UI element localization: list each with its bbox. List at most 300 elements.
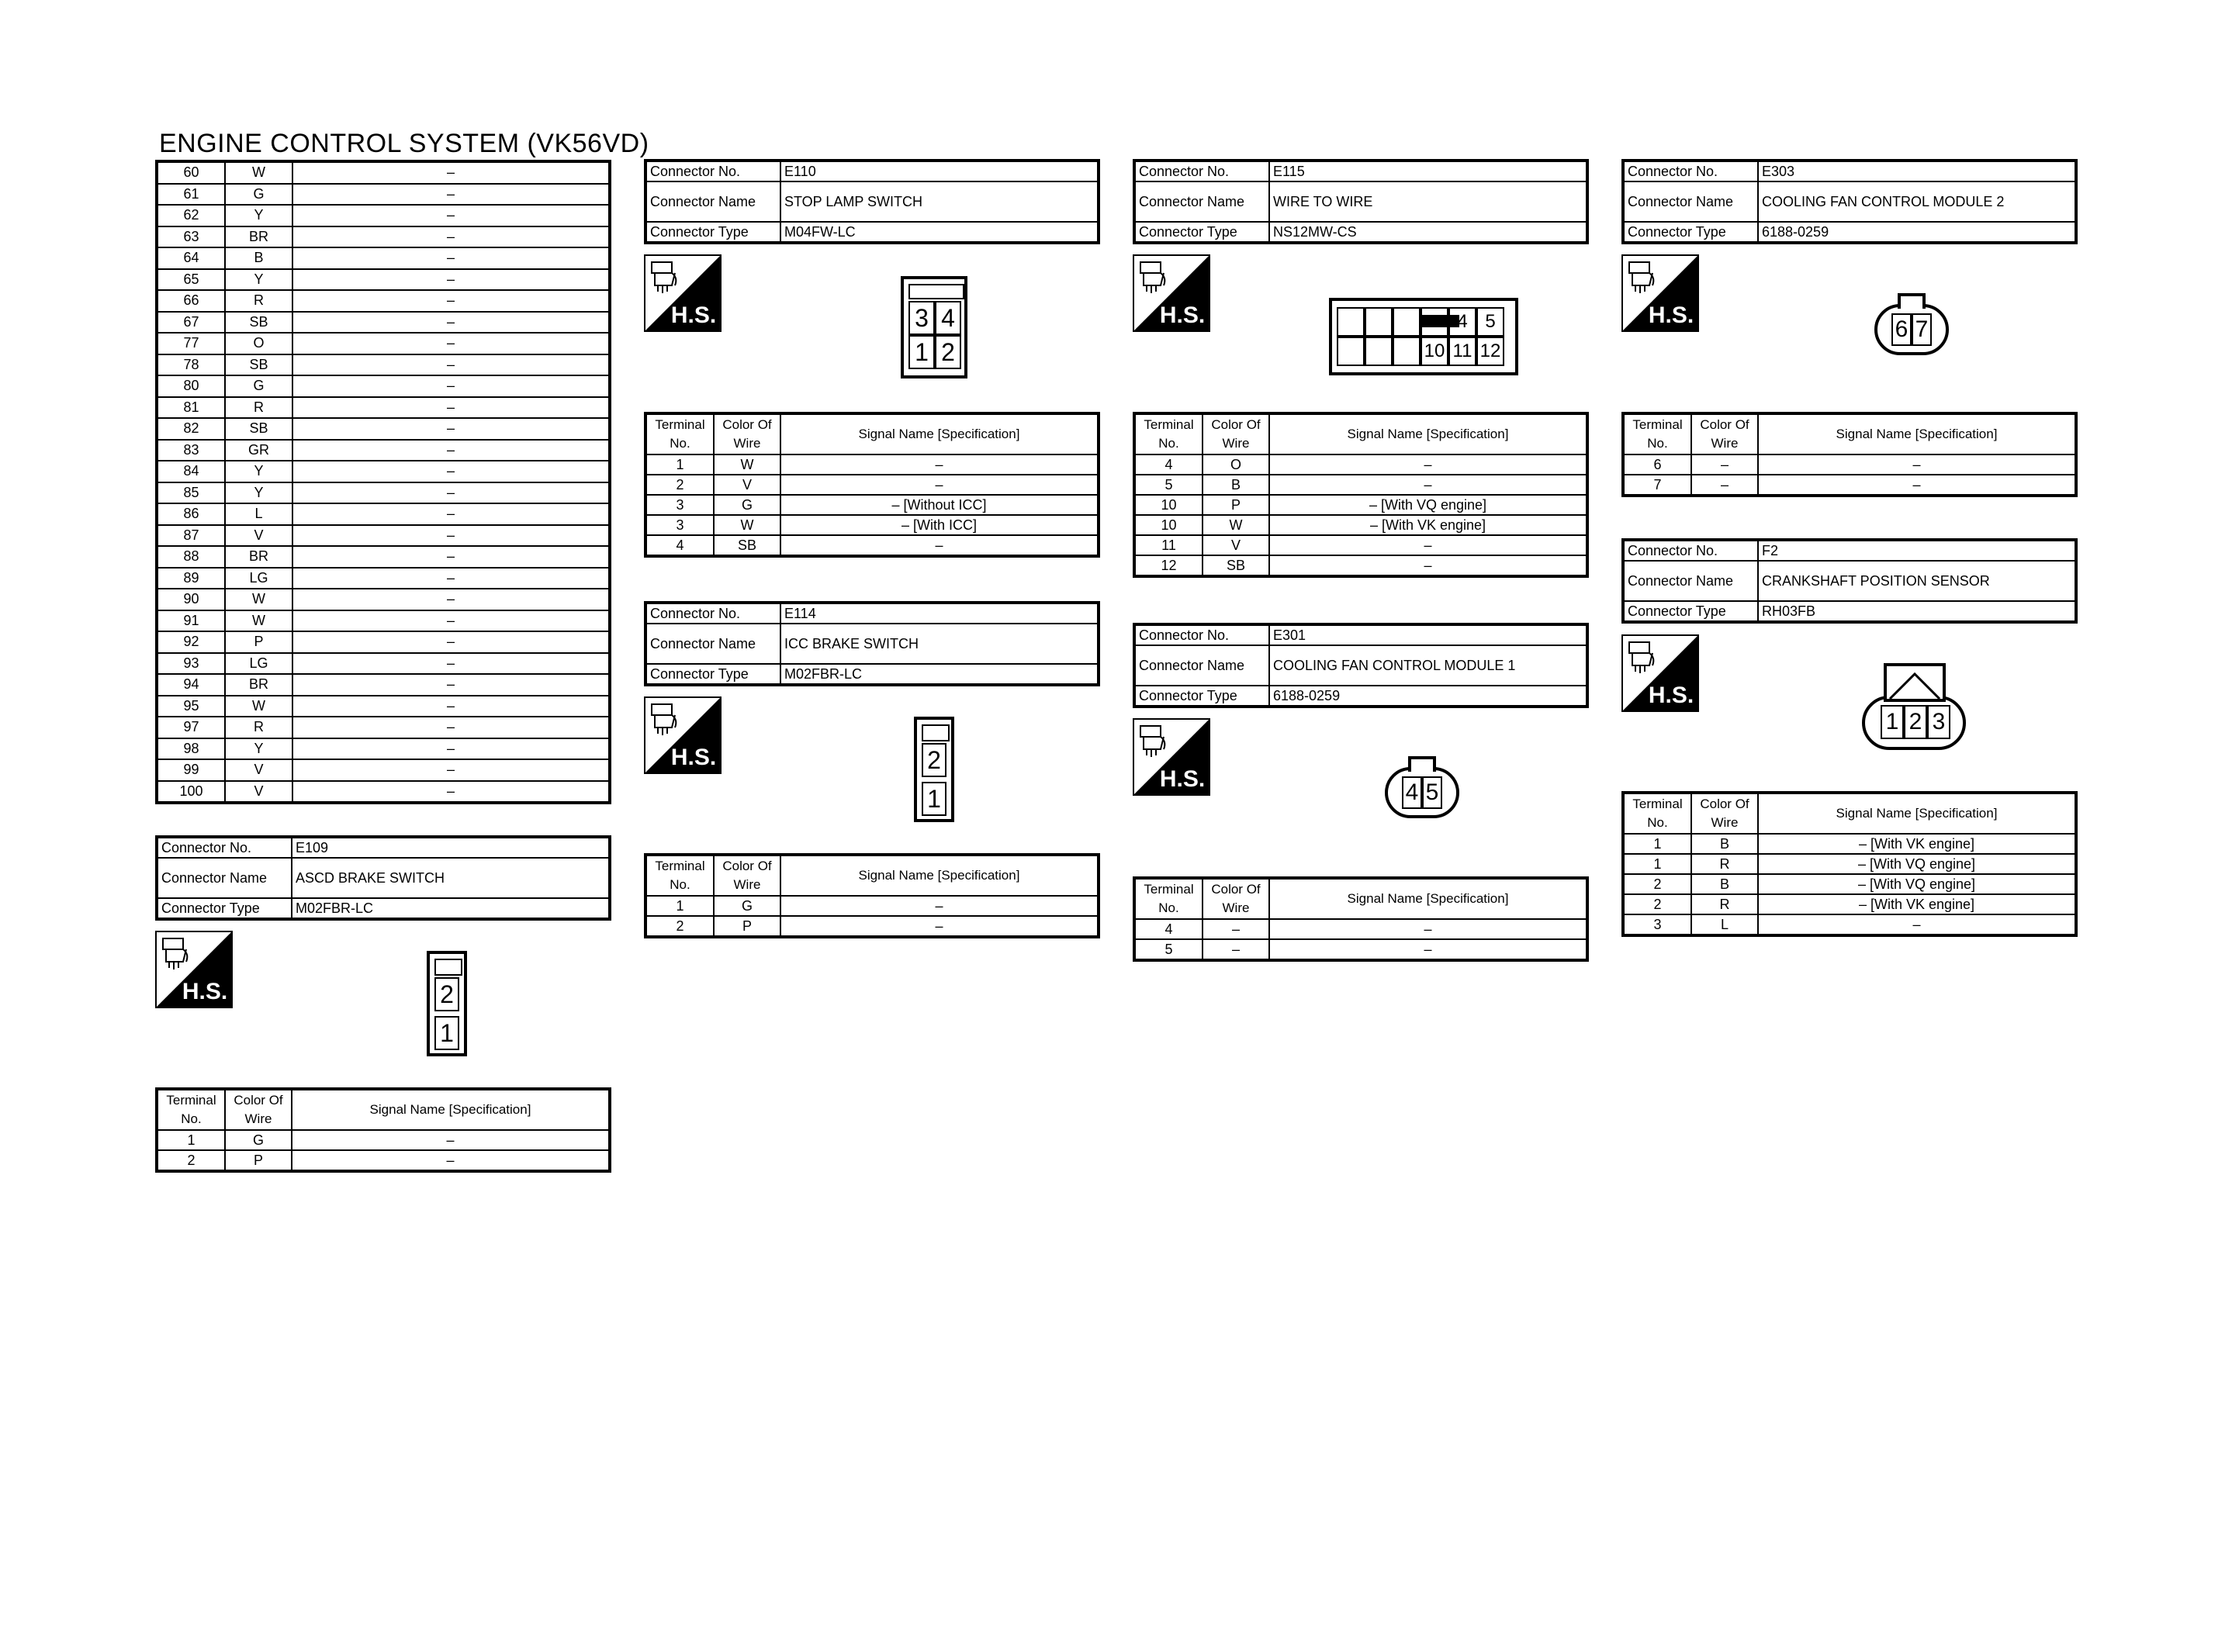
hs-label: H.S. — [182, 979, 228, 1004]
connector-info-e109 — [155, 835, 611, 921]
table-row — [157, 738, 610, 760]
terminal-table-e301 — [1133, 876, 1589, 962]
connector-latch — [434, 959, 462, 976]
table-row — [157, 290, 610, 312]
wire-color: B — [1691, 834, 1758, 854]
connector-name-label: Connector Name — [157, 858, 292, 898]
table-row — [157, 312, 610, 334]
signal-name: – [With VQ engine] — [1269, 495, 1587, 515]
connector-name-label: Connector Name — [1134, 645, 1269, 686]
terminal-number: 88 — [157, 546, 225, 568]
wire-color: G — [714, 896, 780, 916]
signal-name-header: Signal Name [Specification] — [780, 413, 1099, 454]
table-row — [1134, 475, 1587, 495]
terminal-number: 87 — [157, 525, 225, 547]
table-header-row — [1134, 878, 1587, 919]
connector-pin: 4 — [1402, 776, 1422, 809]
terminal-number: 100 — [157, 781, 225, 804]
terminal-number: 99 — [157, 759, 225, 781]
table-row — [1623, 914, 2076, 935]
table-header-row — [1623, 793, 2076, 834]
terminal-number: 12 — [1134, 555, 1203, 576]
terminal-no-header: Terminal No. — [1134, 413, 1203, 454]
harness-side-icon — [644, 254, 722, 332]
connector-face-e114 — [914, 717, 954, 822]
terminal-number: 7 — [1623, 475, 1691, 496]
signal-name: – — [292, 696, 610, 717]
wire-color: G — [714, 495, 780, 515]
connector-face-e115 — [1329, 298, 1518, 375]
hs-label: H.S. — [670, 745, 717, 770]
table-row — [645, 161, 1099, 181]
hs-label: H.S. — [1648, 683, 1694, 708]
connector-type-label: Connector Type — [645, 222, 780, 243]
signal-name: – — [292, 759, 610, 781]
table-row — [645, 515, 1099, 535]
table-row — [157, 1150, 610, 1171]
terminal-number: 83 — [157, 440, 225, 461]
connector-number-label: Connector No. — [1134, 161, 1269, 181]
connector-name-value: COOLING FAN CONTROL MODULE 2 — [1758, 181, 2076, 222]
wire-color: – — [1203, 939, 1269, 960]
table-row — [1134, 919, 1587, 939]
terminal-number: 2 — [645, 475, 714, 495]
connector-name-value: CRANKSHAFT POSITION SENSOR — [1758, 561, 2076, 601]
connector-pin: 1 — [1881, 705, 1904, 739]
signal-name: – — [780, 896, 1099, 916]
signal-name: – — [292, 269, 610, 291]
terminal-number: 61 — [157, 184, 225, 206]
table-row — [645, 896, 1099, 916]
terminal-number: 92 — [157, 631, 225, 653]
wire-color: B — [1203, 475, 1269, 495]
wire-color: V — [225, 759, 292, 781]
table-header-row — [1134, 413, 1587, 454]
connector-pin: 1 — [922, 782, 946, 816]
table-row — [1623, 894, 2076, 914]
wire-color: BR — [225, 674, 292, 696]
connector-face-f2 — [1862, 663, 1967, 752]
terminal-number: 6 — [1623, 454, 1691, 475]
wire-color-header: Color Of Wire — [1691, 793, 1758, 834]
connector-type-value: NS12MW-CS — [1269, 222, 1587, 243]
signal-name: – — [292, 653, 610, 675]
connector-pin: 2 — [935, 335, 961, 369]
connector-name-label: Connector Name — [1134, 181, 1269, 222]
table-row — [157, 696, 610, 717]
table-row — [157, 589, 610, 610]
connector-name-label: Connector Name — [645, 624, 780, 664]
connector-type-label: Connector Type — [157, 898, 292, 919]
table-row — [1134, 161, 1587, 181]
table-row — [157, 184, 610, 206]
connector-number-label: Connector No. — [157, 837, 292, 858]
signal-name-header: Signal Name [Specification] — [1758, 793, 2076, 834]
wire-color: V — [225, 781, 292, 804]
table-row — [157, 269, 610, 291]
connector-type-value: M02FBR-LC — [780, 664, 1099, 685]
table-row — [157, 418, 610, 440]
connector-name-label: Connector Name — [645, 181, 780, 222]
signal-name: – — [292, 226, 610, 248]
terminal-no-header: Terminal No. — [645, 855, 714, 896]
terminal-number: 84 — [157, 461, 225, 482]
wire-color: LG — [225, 568, 292, 589]
terminal-number: 82 — [157, 418, 225, 440]
wire-color: R — [225, 717, 292, 738]
terminal-number: 80 — [157, 375, 225, 397]
signal-name: – [Without ICC] — [780, 495, 1099, 515]
signal-name: – — [780, 916, 1099, 937]
table-row — [157, 631, 610, 653]
connector-cavity — [1393, 337, 1421, 366]
connector-pin: 12 — [1476, 337, 1504, 366]
signal-name: – — [1269, 475, 1587, 495]
terminal-table-e109 — [155, 1087, 611, 1173]
table-row — [1623, 222, 2076, 243]
table-row — [1623, 601, 2076, 622]
signal-name: – [With VQ engine] — [1758, 874, 2076, 894]
table-row — [157, 461, 610, 482]
connector-pin: 1 — [434, 1016, 459, 1050]
table-row — [1134, 515, 1587, 535]
table-row — [157, 759, 610, 781]
wire-color: P — [225, 1150, 292, 1171]
connector-pin: 3 — [1927, 705, 1950, 739]
signal-name: – — [292, 418, 610, 440]
terminal-number: 64 — [157, 247, 225, 269]
signal-name: – — [292, 184, 610, 206]
connector-info-e301 — [1133, 623, 1589, 708]
terminal-no-header: Terminal No. — [645, 413, 714, 454]
signal-name: – — [292, 717, 610, 738]
connector-number-value: E114 — [780, 603, 1099, 624]
wire-color: R — [1691, 894, 1758, 914]
wire-color: P — [714, 916, 780, 937]
terminal-number: 2 — [645, 916, 714, 937]
connector-pin: 10 — [1421, 337, 1448, 366]
connector-name-value: ASCD BRAKE SWITCH — [292, 858, 610, 898]
terminal-number: 3 — [1623, 914, 1691, 935]
signal-name: – — [292, 397, 610, 419]
terminal-number: 4 — [1134, 454, 1203, 475]
table-row — [157, 440, 610, 461]
signal-name: – — [292, 161, 610, 184]
wire-color: W — [714, 515, 780, 535]
wire-color-header: Color Of Wire — [1203, 878, 1269, 919]
wire-color: W — [714, 454, 780, 475]
signal-name: – [With ICC] — [780, 515, 1099, 535]
signal-name: – — [292, 503, 610, 525]
connector-cavity — [1365, 337, 1393, 366]
connector-pin: 2 — [1904, 705, 1927, 739]
wire-color: W — [225, 696, 292, 717]
wire-color: SB — [1203, 555, 1269, 576]
wire-color: – — [1691, 475, 1758, 496]
connector-number-value: E303 — [1758, 161, 2076, 181]
terminal-table-e115 — [1133, 412, 1589, 578]
table-row — [157, 837, 610, 858]
table-row — [1623, 854, 2076, 874]
terminal-number: 67 — [157, 312, 225, 334]
table-row — [1623, 161, 2076, 181]
signal-name: – — [292, 781, 610, 804]
table-row — [157, 653, 610, 675]
terminal-number: 93 — [157, 653, 225, 675]
connector-pin: 2 — [434, 977, 459, 1011]
table-row — [157, 161, 610, 184]
table-row — [157, 781, 610, 804]
signal-name-header: Signal Name [Specification] — [1269, 413, 1587, 454]
signal-name: – — [1758, 454, 2076, 475]
table-row — [157, 375, 610, 397]
table-row — [157, 354, 610, 376]
connector-type-label: Connector Type — [1623, 222, 1758, 243]
terminal-table-e303 — [1621, 412, 2078, 497]
terminal-number: 1 — [1623, 854, 1691, 874]
connector-type-value: M02FBR-LC — [292, 898, 610, 919]
wire-color: W — [225, 589, 292, 610]
terminal-number: 62 — [157, 205, 225, 226]
signal-name: – — [292, 674, 610, 696]
terminal-number: 4 — [645, 535, 714, 556]
signal-name: – [With VK engine] — [1269, 515, 1587, 535]
signal-name-header: Signal Name [Specification] — [1758, 413, 2076, 454]
connector-face-e301 — [1385, 756, 1462, 820]
table-row — [157, 397, 610, 419]
connector-cavity — [1393, 307, 1421, 337]
terminal-number: 78 — [157, 354, 225, 376]
terminal-number: 5 — [1134, 475, 1203, 495]
harness-side-icon — [1133, 718, 1210, 796]
signal-name: – — [1269, 919, 1587, 939]
connector-pin: 11 — [1448, 337, 1476, 366]
table-row — [1134, 454, 1587, 475]
terminal-number: 10 — [1134, 515, 1203, 535]
signal-name: – [With VK engine] — [1758, 834, 2076, 854]
connector-info-e303 — [1621, 159, 2078, 244]
terminal-number: 1 — [157, 1130, 225, 1150]
table-row — [1623, 475, 2076, 496]
signal-name: – [With VK engine] — [1758, 894, 2076, 914]
signal-name: – — [1269, 535, 1587, 555]
connector-hood — [1884, 663, 1946, 702]
wire-color: R — [225, 397, 292, 419]
table-header-row — [1623, 413, 2076, 454]
wire-color-header: Color Of Wire — [225, 1089, 292, 1130]
terminal-number: 5 — [1134, 939, 1203, 960]
table-row — [1134, 686, 1587, 707]
connector-type-label: Connector Type — [1134, 222, 1269, 243]
connector-latch — [1898, 293, 1926, 309]
connector-face-e303 — [1874, 293, 1952, 357]
wire-color: G — [225, 184, 292, 206]
signal-name: – — [292, 610, 610, 632]
terminal-number: 1 — [645, 454, 714, 475]
wire-color: V — [225, 525, 292, 547]
table-row — [157, 247, 610, 269]
connector-pin: 4 — [935, 301, 961, 335]
terminal-number: 98 — [157, 738, 225, 760]
connector-face-e109 — [427, 951, 467, 1056]
harness-side-icon — [155, 931, 233, 1008]
terminal-no-header: Terminal No. — [1623, 793, 1691, 834]
table-row — [1134, 645, 1587, 686]
wire-color: GR — [225, 440, 292, 461]
harness-side-icon — [1621, 634, 1699, 712]
wire-color: Y — [225, 738, 292, 760]
table-row — [1134, 624, 1587, 645]
connector-type-value: 6188-0259 — [1758, 222, 2076, 243]
table-row — [157, 1130, 610, 1150]
terminal-number: 66 — [157, 290, 225, 312]
continuation-terminal-table — [155, 160, 611, 804]
hs-label: H.S. — [670, 302, 717, 328]
signal-name: – — [292, 440, 610, 461]
hs-label: H.S. — [1648, 302, 1694, 328]
wire-color: Y — [225, 482, 292, 504]
signal-name: – — [292, 546, 610, 568]
terminal-number: 10 — [1134, 495, 1203, 515]
wire-color: O — [225, 333, 292, 354]
connector-number-label: Connector No. — [645, 603, 780, 624]
connector-type-value: M04FW-LC — [780, 222, 1099, 243]
connector-latch — [1408, 756, 1436, 772]
wire-color: Y — [225, 461, 292, 482]
signal-name: – — [1269, 454, 1587, 475]
terminal-table-f2 — [1621, 791, 2078, 937]
table-row — [157, 226, 610, 248]
wire-color: – — [1203, 919, 1269, 939]
signal-name: – — [780, 475, 1099, 495]
connector-type-label: Connector Type — [1134, 686, 1269, 707]
table-row — [157, 333, 610, 354]
signal-name: – — [292, 631, 610, 653]
wire-color: L — [1691, 914, 1758, 935]
terminal-no-header: Terminal No. — [157, 1089, 225, 1130]
wire-color: BR — [225, 226, 292, 248]
terminal-number: 2 — [1623, 894, 1691, 914]
table-header-row — [645, 855, 1099, 896]
table-row — [1134, 222, 1587, 243]
terminal-number: 90 — [157, 589, 225, 610]
table-row — [645, 495, 1099, 515]
signal-name: – — [292, 738, 610, 760]
wire-color-header: Color Of Wire — [714, 855, 780, 896]
wire-color-header: Color Of Wire — [1691, 413, 1758, 454]
connector-name-value: WIRE TO WIRE — [1269, 181, 1587, 222]
wire-color: B — [1691, 874, 1758, 894]
connector-face-e110 — [901, 276, 967, 378]
harness-side-icon — [644, 696, 722, 774]
wire-color: Y — [225, 205, 292, 226]
signal-name: – — [1269, 555, 1587, 576]
wire-color: SB — [714, 535, 780, 556]
table-row — [1623, 834, 2076, 854]
terminal-no-header: Terminal No. — [1134, 878, 1203, 919]
table-row — [157, 674, 610, 696]
terminal-number: 94 — [157, 674, 225, 696]
wire-color: L — [225, 503, 292, 525]
wire-color: G — [225, 1130, 292, 1150]
table-row — [1134, 555, 1587, 576]
wire-color: W — [225, 610, 292, 632]
table-row — [1134, 181, 1587, 222]
connector-latch — [922, 724, 950, 741]
signal-name: – — [1269, 939, 1587, 960]
table-row — [157, 546, 610, 568]
table-row — [645, 664, 1099, 685]
wire-color: W — [225, 161, 292, 184]
harness-side-icon — [1133, 254, 1210, 332]
terminal-number: 4 — [1134, 919, 1203, 939]
signal-name: – — [292, 461, 610, 482]
connector-info-e114 — [644, 601, 1100, 686]
connector-pin: 3 — [908, 301, 935, 335]
table-row — [157, 717, 610, 738]
wire-color: V — [714, 475, 780, 495]
connector-pin: 6 — [1891, 313, 1912, 346]
wire-color-header: Color Of Wire — [714, 413, 780, 454]
signal-name: – — [292, 354, 610, 376]
connector-name-value: COOLING FAN CONTROL MODULE 1 — [1269, 645, 1587, 686]
connector-type-value: 6188-0259 — [1269, 686, 1587, 707]
terminal-number: 2 — [1623, 874, 1691, 894]
connector-name-value: STOP LAMP SWITCH — [780, 181, 1099, 222]
signal-name: – — [780, 454, 1099, 475]
terminal-number: 91 — [157, 610, 225, 632]
table-row — [1623, 454, 2076, 475]
table-row — [645, 916, 1099, 937]
terminal-number: 11 — [1134, 535, 1203, 555]
connector-number-value: E115 — [1269, 161, 1587, 181]
connector-name-label: Connector Name — [1623, 561, 1758, 601]
wire-color: V — [1203, 535, 1269, 555]
connector-number-value: E301 — [1269, 624, 1587, 645]
signal-name: – — [1758, 914, 2076, 935]
table-row — [157, 205, 610, 226]
wire-color: O — [1203, 454, 1269, 475]
table-row — [645, 181, 1099, 222]
table-row — [645, 624, 1099, 664]
signal-name: – — [292, 375, 610, 397]
terminal-number: 95 — [157, 696, 225, 717]
terminal-number: 65 — [157, 269, 225, 291]
connector-name-value: ICC BRAKE SWITCH — [780, 624, 1099, 664]
wire-color: SB — [225, 354, 292, 376]
signal-name: – — [292, 247, 610, 269]
terminal-table-e114 — [644, 853, 1100, 938]
connector-number-value: E110 — [780, 161, 1099, 181]
signal-name: – — [292, 333, 610, 354]
connector-number-label: Connector No. — [645, 161, 780, 181]
signal-name: – — [292, 482, 610, 504]
connector-info-e110 — [644, 159, 1100, 244]
terminal-number: 77 — [157, 333, 225, 354]
connector-pin: 5 — [1422, 776, 1442, 809]
table-row — [1623, 874, 2076, 894]
connector-type-value: RH03FB — [1758, 601, 2076, 622]
table-row — [1134, 939, 1587, 960]
connector-cavity — [1337, 307, 1365, 337]
table-row — [157, 482, 610, 504]
connector-number-label: Connector No. — [1134, 624, 1269, 645]
harness-side-icon — [1621, 254, 1699, 332]
connector-number-label: Connector No. — [1623, 540, 1758, 561]
connector-cavity — [1337, 337, 1365, 366]
terminal-number: 60 — [157, 161, 225, 184]
wire-color: – — [1691, 454, 1758, 475]
